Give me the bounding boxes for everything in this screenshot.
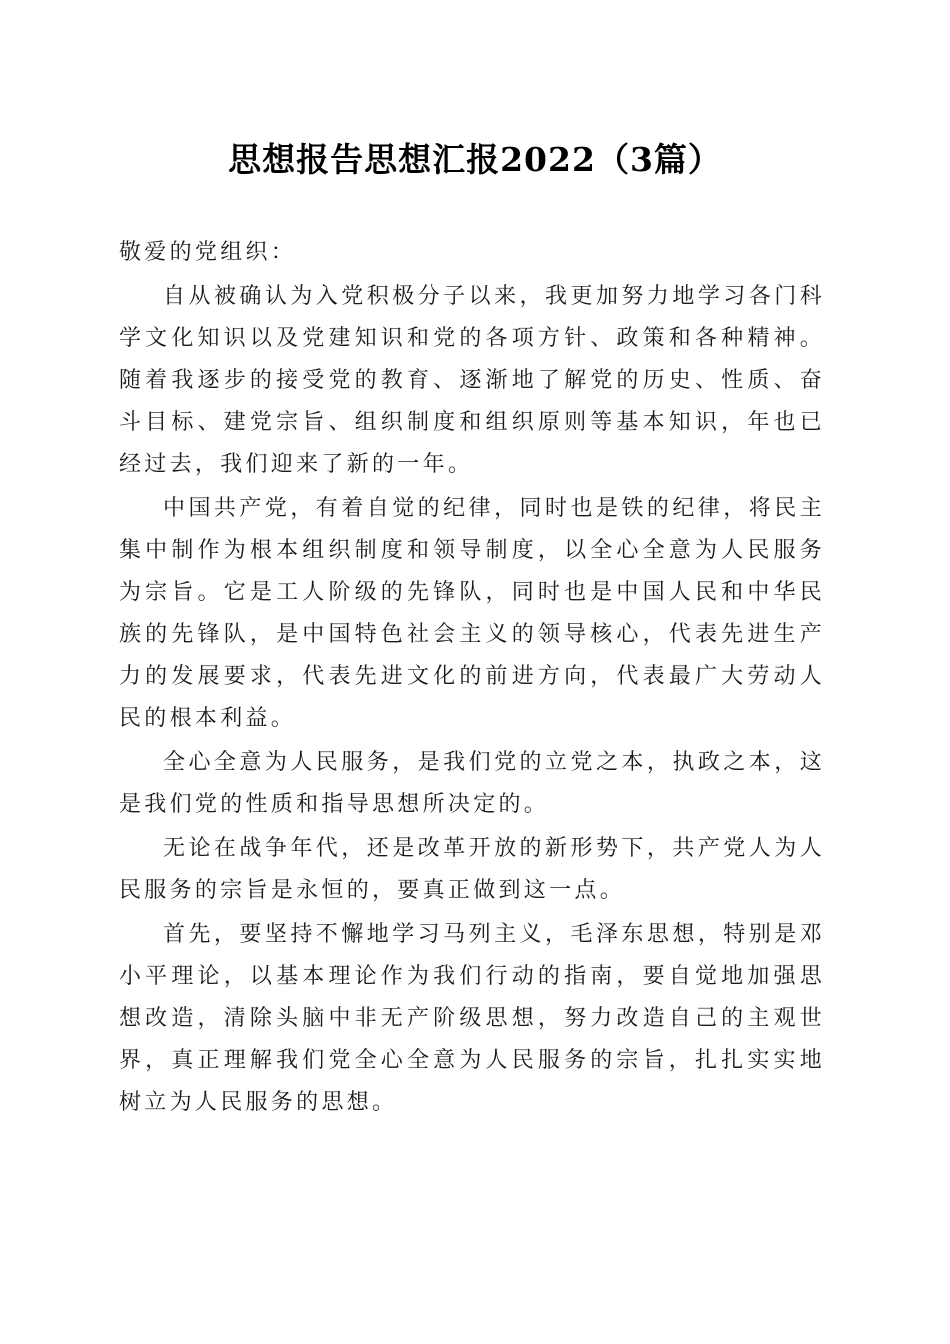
paragraph-2: 中国共产党，有着自觉的纪律，同时也是铁的纪律，将民主集中制作为根本组织制度和领导制度，以全心全意为人民服务为宗旨。它是工人阶级的先锋队，同时也是中国人民和中华民族的先锋队，是中国特色社会主义的领导核心，代表先进生产力的发展要求，代表先进文化的前进方向，代表最广大劳动人民的根本利益。 bbox=[119, 496, 825, 731]
paragraph-1: 自从被确认为入党积极分子以来，我更加努力地学习各门科学文化知识以及党建知识和党的各项方针、政策和各种精神。随着我逐步的接受党的教育、逐渐地了解党的历史、性质、奋斗目标、建党宗旨、组织制度和组织原则等基本知识，年也已经过去，我们迎来了新的一年。 bbox=[119, 284, 825, 477]
paragraph-4: 无论在战争年代，还是改革开放的新形势下，共产党人为人民服务的宗旨是永恒的，要真正做到这一点。 bbox=[119, 836, 825, 903]
salutation: 敬爱的党组织： bbox=[119, 240, 297, 265]
document-body bbox=[119, 232, 825, 1126]
document-title: 思想报告思想汇报2022（3篇） bbox=[228, 140, 722, 179]
paragraph-3: 全心全意为人民服务，是我们党的立党之本，执政之本，这是我们党的性质和指导思想所决定的。 bbox=[119, 750, 825, 817]
paragraph-5: 首先，要坚持不懈地学习马列主义，毛泽东思想，特别是邓小平理论，以基本理论作为我们行动的指南，要自觉地加强思想改造，清除头脑中非无产阶级思想，努力改造自己的主观世界，真正理解我们党全心全意为人民服务的宗旨，扎扎实实地树立为人民服务的思想。 bbox=[119, 922, 825, 1115]
